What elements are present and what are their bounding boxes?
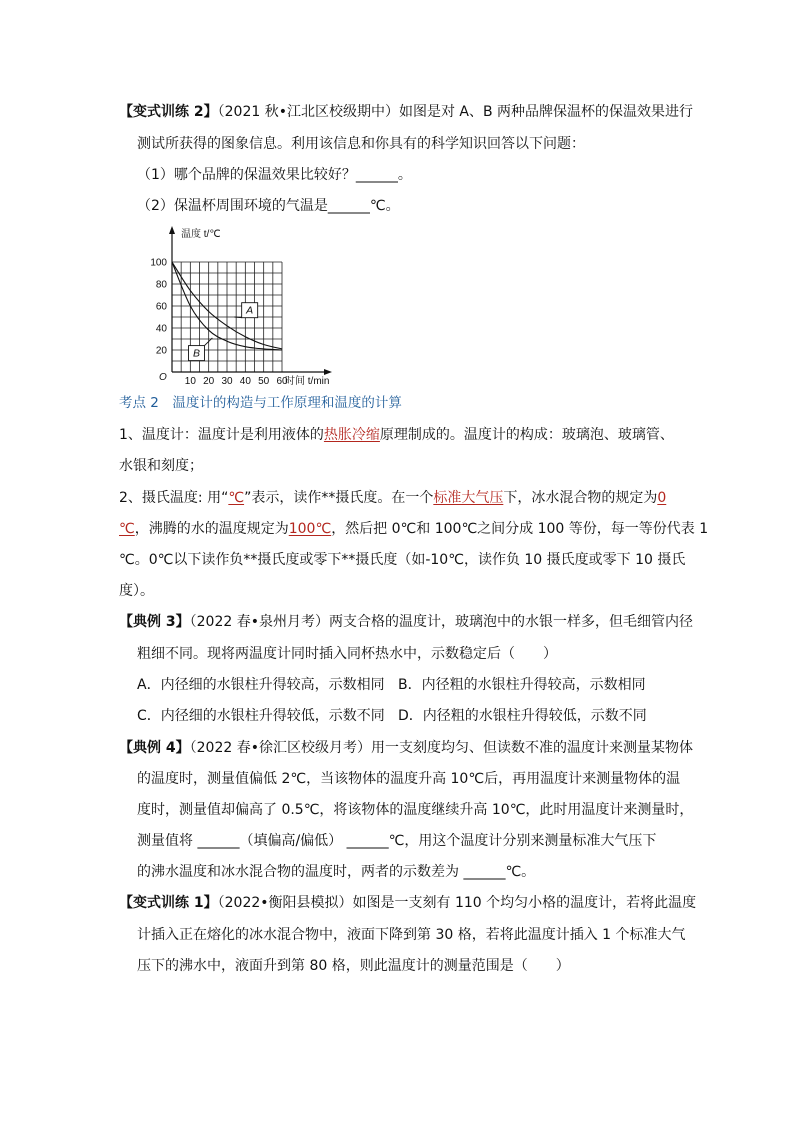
highlight-term: 标准大气压	[433, 490, 504, 506]
question-line: 的温度时，测量值偏低 2℃，当该物体的温度升高 10℃后，再用温度计来测量物体的温	[137, 771, 681, 787]
question-label: 【典例 3】	[119, 614, 190, 630]
y-axis-title: 温度 t/℃	[181, 229, 221, 240]
question-line: 度时，测量值却偏高了 0.5℃，将该物体的温度继续升高 10℃，此时用温度计来测量时，	[137, 802, 694, 818]
highlight-term: 0	[657, 490, 667, 506]
paragraph-line: 1、温度计：温度计是利用液体的热胀冷缩原理制成的。温度计的构成：玻璃泡、玻璃管、	[119, 427, 674, 443]
question-line: 【变式训练 2】（2021 秋•江北区校级期中）如图是对 A、B 两种品牌保温杯的保温效果进行	[119, 104, 694, 120]
question-label: 【变式训练 2】	[119, 104, 218, 120]
chart-series-labels	[189, 303, 258, 361]
x-tick-label: 20	[203, 376, 215, 387]
paragraph-line: ℃。0℃以下读作负**摄氏度或零下**摄氏度（如-10℃，读作负 10 摄氏度或零下 10 摄氏	[119, 552, 686, 568]
y-tick-label: 40	[155, 323, 167, 335]
question-line: 的沸水温度和冰水混合物的温度时，两者的示数差为 ______℃。	[137, 864, 536, 880]
question-line: 【典例 4】（2022 春•徐汇区校级月考）用一支刻度均匀、但读数不准的温度计来测量某物体	[119, 740, 693, 756]
question-line: 压下的沸水中，液面升到第 80 格，则此温度计的测量范围是（ ）	[137, 958, 570, 974]
paragraph-line: 水银和刻度；	[119, 458, 203, 474]
series-label-b: B	[192, 347, 201, 360]
highlight-term: 100℃	[288, 521, 332, 537]
x-tick-label: 30	[221, 376, 233, 387]
question-line: 【典例 3】（2022 春•泉州月考）两支合格的温度计，玻璃泡中的水银一样多，但毛细管内径	[119, 614, 693, 630]
option-a: A．内径细的水银柱升得较高，示数相同	[137, 677, 385, 693]
question-line: 计插入正在熔化的冰水混合物中，液面下降到第 30 格，若将此温度计插入 1 个标准大气	[137, 927, 686, 943]
option-b: B．内径粗的水银柱升得较高，示数相同	[398, 677, 646, 693]
series-label-a: A	[246, 304, 254, 317]
highlight-term: ℃	[119, 521, 135, 537]
paragraph-line: ℃，沸腾的水的温度规定为100℃，然后把 0℃和 100℃之间分成 100 等份，每一等份代表 1	[119, 521, 709, 537]
sub-question: （2）保温杯周围环境的气温是______℃。	[137, 198, 400, 214]
chart-svg	[143, 224, 343, 389]
y-tick-label: 100	[150, 257, 167, 269]
x-tick-label: 10	[184, 376, 196, 387]
origin-label: O	[159, 372, 167, 383]
x-tick-label: 40	[239, 376, 251, 387]
question-line: 测量值将 ______（填偏高/偏低） ______℃，用这个温度计分别来测量标准大气压下	[137, 833, 657, 849]
highlight-term: 热胀冷缩	[323, 427, 380, 443]
highlight-term: ℃	[228, 490, 245, 506]
y-tick-label: 20	[155, 345, 167, 357]
y-tick-label: 80	[155, 279, 167, 291]
question-label: 【变式训练 1】	[119, 895, 218, 911]
x-tick-label: 60	[276, 376, 288, 387]
x-tick-label: 50	[258, 376, 270, 387]
option-c: C．内径细的水银柱升得较低，示数不同	[137, 708, 385, 724]
chart-ticks	[150, 258, 288, 388]
paragraph-line: 度）。	[119, 583, 154, 599]
section-title: 考点 2 温度计的构造与工作原理和温度的计算	[119, 395, 402, 411]
y-axis-arrow	[169, 226, 175, 234]
x-axis-title: 时间 t/min	[285, 376, 330, 387]
sub-question: （1）哪个品牌的保温效果比较好？______。	[137, 167, 412, 183]
paragraph-line: 2、摄氏温度: 用“℃”表示，读作**摄氏度。在一个标准大气压下，冰水混合物的规定为0	[119, 490, 667, 506]
temperature-chart	[143, 224, 343, 389]
question-line: 【变式训练 1】（2022•衡阳县模拟）如图是一支刻有 110 个均匀小格的温度计，若将此温度	[119, 895, 697, 911]
question-line: 粗细不同。现将两温度计同时插入同杯热水中，示数稳定后（ ）	[137, 646, 557, 662]
x-axis-arrow	[324, 369, 332, 375]
question-label: 【典例 4】	[119, 740, 190, 756]
option-d: D．内径粗的水银柱升得较低，示数不同	[398, 708, 647, 724]
y-tick-label: 60	[155, 301, 167, 313]
question-line: 测试所获得的图象信息。利用该信息和你具有的科学知识回答以下问题：	[137, 136, 585, 152]
